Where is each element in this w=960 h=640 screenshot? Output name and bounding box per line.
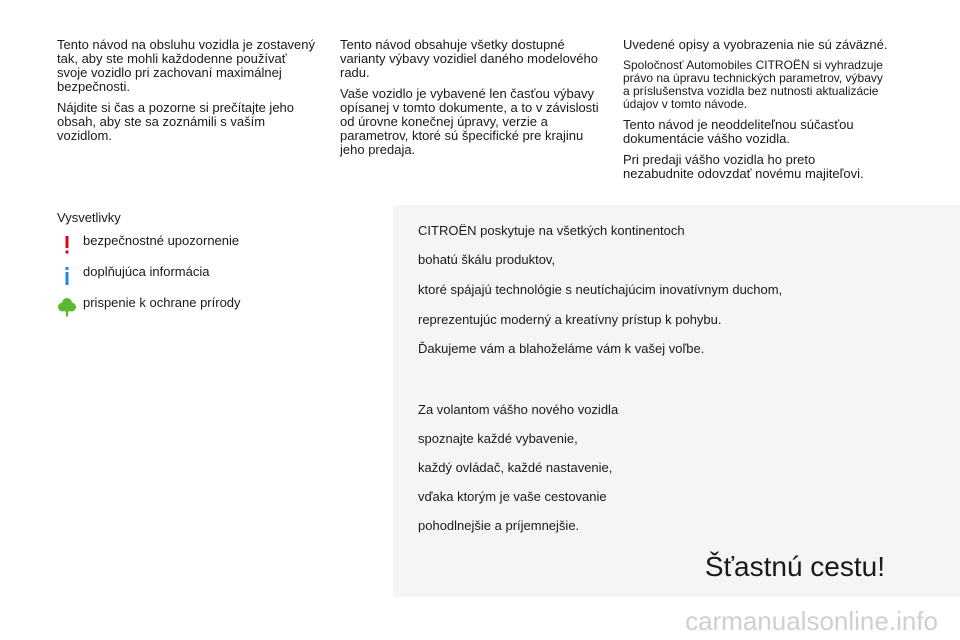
tagline-line: Ďakujeme vám a blahoželáme vám k vašej voľbe. <box>418 341 705 356</box>
legend-item-info <box>57 264 377 284</box>
legend-label: prispenie k ochrane prírody <box>83 295 241 310</box>
info-icon <box>57 266 77 286</box>
legend-title: Vysvetlivky <box>57 210 121 225</box>
tagline-line: každý ovládač, každé nastavenie, <box>418 460 613 475</box>
exclamation-icon <box>57 235 77 255</box>
intro-column-2 <box>340 38 602 164</box>
tree-icon <box>57 297 77 317</box>
legend-item-environment <box>57 295 377 315</box>
tagline-line: reprezentujúc moderný a kreatívny prístup k pohybu. <box>418 312 722 327</box>
legend <box>57 210 377 326</box>
intro-paragraph: Tento návod je neoddeliteľnou súčasťou dokumentácie vášho vozidla. <box>623 117 854 146</box>
legend-label: doplňujúca informácia <box>83 264 210 279</box>
tagline-line: bohatú škálu produktov, <box>418 252 556 267</box>
intro-paragraph: Tento návod obsahuje všetky dostupné varianty výbavy vozidiel daného modelového radu. <box>340 37 598 80</box>
legend-label: bezpečnostné upozornenie <box>83 233 240 248</box>
intro-paragraph: Spoločnosť Automobiles CITROËN si vyhradzuje právo na úpravu technických parametrov, výbavy a príslušenstva vozidla bez nutnosti aktualizácie údajov v tomto návode. <box>623 58 883 111</box>
tagline-line: Za volantom vášho nového vozidla <box>418 402 619 417</box>
intro-paragraph: Uvedené opisy a vyobrazenia nie sú záväzné. <box>623 37 888 52</box>
tagline-line: vďaka ktorým je vaše cestovanie <box>418 489 607 504</box>
intro-paragraph: Pri predaji vášho vozidla ho preto nezabudnite odovzdať novému majiteľovi. <box>623 152 864 181</box>
legend-item-warning <box>57 233 377 253</box>
welcome-panel <box>393 205 960 597</box>
watermark: carmanualsonline.info <box>685 606 938 636</box>
intro-paragraph: Vaše vozidlo je vybavené len časťou výbavy opísanej v tomto dokumente, a to v závislosti od úrovne konečnej úpravy, verzie a parametrov, ktoré sú špecifické pre krajinu jeho predaja. <box>340 86 599 157</box>
intro-column-3 <box>623 38 888 188</box>
tagline-line: CITROËN poskytuje na všetkých kontinentoch <box>418 223 685 238</box>
intro-paragraph: Nájdite si čas a pozorne si prečítajte jeho obsah, aby ste sa zoznámili s vaším vozidlom. <box>57 100 295 143</box>
intro-paragraph: Tento návod na obsluhu vozidla je zostavený tak, aby ste mohli každodenne používať svoje vozidlo pri zachovaní maximálnej bezpečnosti. <box>57 37 316 94</box>
tagline-line: pohodlnejšie a príjemnejšie. <box>418 518 580 533</box>
tagline-line: ktoré spájajú technológie s neutíchajúcim inovatívnym duchom, <box>418 282 783 297</box>
tagline-line: spoznajte každé vybavenie, <box>418 431 578 446</box>
farewell-heading: Šťastnú cestu! <box>704 551 885 582</box>
intro-column-1 <box>57 38 319 150</box>
